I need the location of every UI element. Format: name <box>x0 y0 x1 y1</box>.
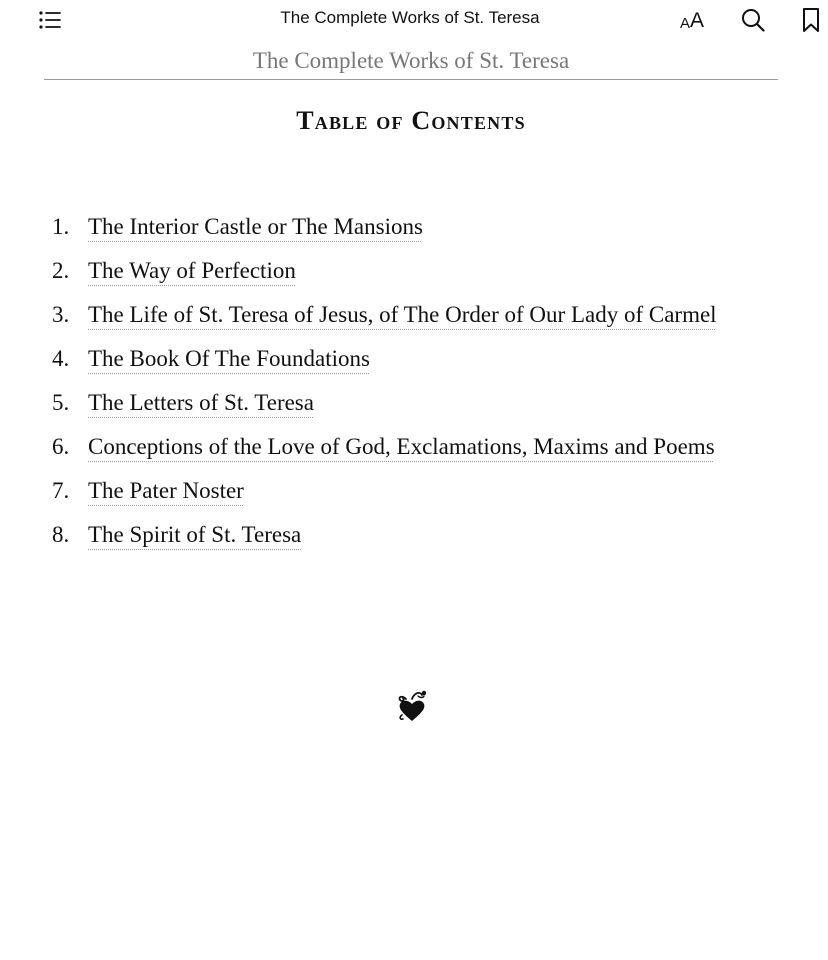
toc-item-number: 5. <box>52 390 70 415</box>
toc-item <box>52 210 742 244</box>
reader-toolbar <box>0 0 828 40</box>
search-icon[interactable] <box>736 4 770 36</box>
toc-item-number: 3. <box>52 302 70 327</box>
toc-link-conceptions-love-of-god[interactable]: Conceptions of the Love of God, Exclamations, Maxims and Poems <box>88 434 715 459</box>
toc-link-way-of-perfection[interactable]: The Way of Perfection <box>88 258 296 283</box>
toc-item-number: 1. <box>52 214 70 239</box>
page-title: Table of Contents <box>296 106 526 135</box>
toc-item-number: 6. <box>52 434 70 459</box>
toc-link-life-of-st-teresa[interactable]: The Life of St. Teresa of Jesus, of The Order of Our Lady of Carmel <box>88 302 717 327</box>
font-size-small-letter: A <box>679 15 690 32</box>
font-size-large-letter: A <box>690 9 705 32</box>
toc-item <box>52 430 742 464</box>
toc-link-pater-noster[interactable]: The Pater Noster <box>88 478 244 503</box>
table-of-contents-list-icon[interactable] <box>34 6 66 34</box>
toc-link-letters[interactable]: The Letters of St. Teresa <box>88 390 314 415</box>
toc-link-book-of-foundations[interactable]: The Book Of The Foundations <box>88 346 370 371</box>
toc-item <box>52 298 742 332</box>
book-title: The Complete Works of St. Teresa <box>280 8 540 27</box>
toc-item-number: 8. <box>52 522 70 547</box>
toc-item <box>52 342 742 376</box>
running-header: The Complete Works of St. Teresa <box>252 48 570 73</box>
bookmark-icon[interactable] <box>796 4 826 36</box>
fleuron-heart-icon <box>392 686 432 726</box>
font-size-button[interactable] <box>672 6 712 34</box>
toc-item-number: 7. <box>52 478 70 503</box>
toc-link-spirit-of-st-teresa[interactable]: The Spirit of St. Teresa <box>88 522 302 547</box>
toc-link-interior-castle[interactable]: The Interior Castle or The Mansions <box>88 214 423 239</box>
toc-item <box>52 386 742 420</box>
table-of-contents-list <box>52 210 742 562</box>
toc-item <box>52 518 742 552</box>
toc-item-number: 2. <box>52 258 70 283</box>
header-divider <box>44 79 778 80</box>
toc-item <box>52 254 742 288</box>
toc-item <box>52 474 742 508</box>
toc-item-number: 4. <box>52 346 70 371</box>
